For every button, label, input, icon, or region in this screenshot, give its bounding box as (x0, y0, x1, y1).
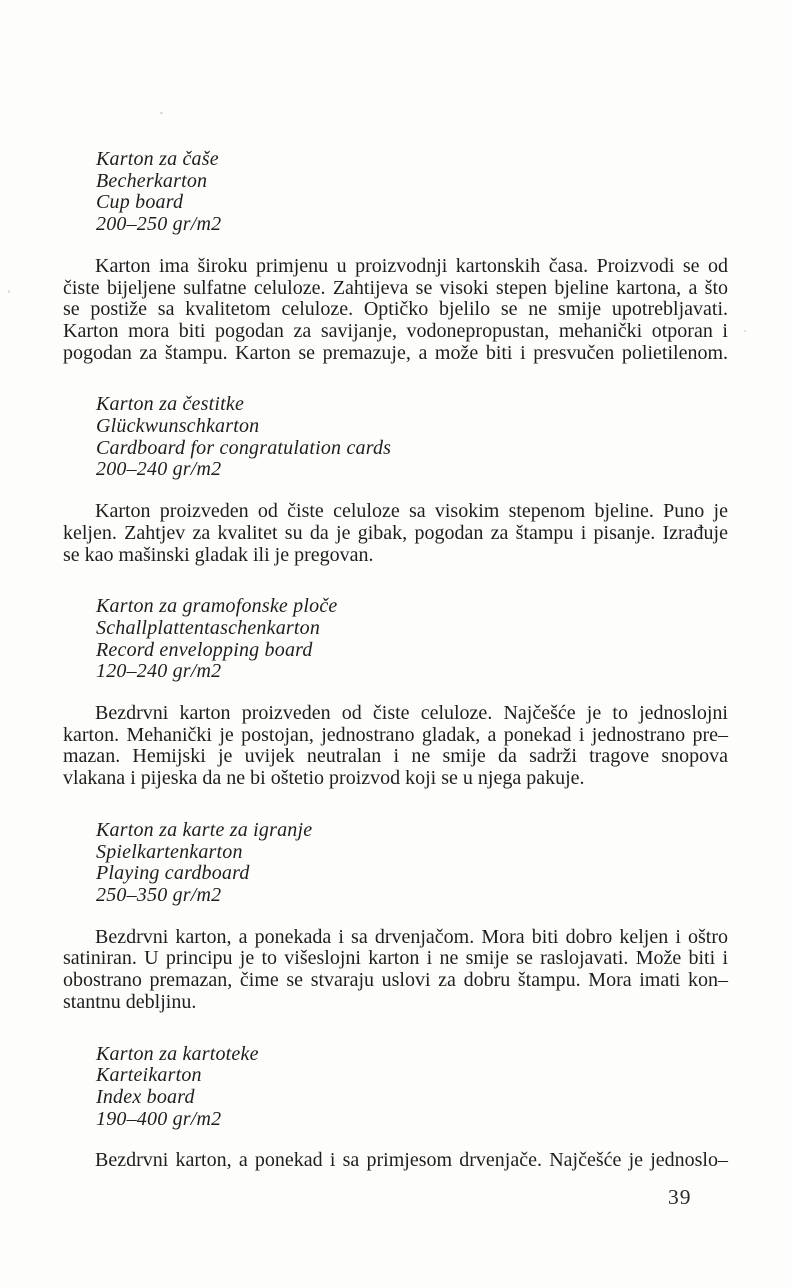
section-paragraph (63, 501, 728, 566)
paragraph-line: se kao mašinski gladak ili je pregovan. (63, 543, 374, 566)
paragraph-line: keljen. Zahtjev za kvalitet su da je gibak, pogodan za štampu i pisanje. Izrađuje (63, 521, 728, 544)
section-paragraph (63, 703, 728, 790)
heading-line-en: Record envelopping board (96, 638, 313, 661)
heading-line-grammage: 120–240 gr/m2 (96, 660, 222, 683)
section-heading (96, 149, 728, 236)
section-heading (96, 596, 728, 683)
section-heading (96, 394, 728, 481)
heading-line-grammage: 250–350 gr/m2 (96, 883, 222, 906)
paragraph-line: vlakana i pijeska da ne bi oštetio proizvod koji se u njega pakuje. (63, 767, 585, 790)
scan-speck (160, 112, 163, 114)
heading-line-bs: Karton za kartoteke (96, 1042, 259, 1065)
card-type-section (63, 596, 728, 790)
heading-line-grammage: 190–400 gr/m2 (96, 1107, 222, 1130)
section-heading (96, 820, 728, 907)
section-paragraph (63, 927, 728, 1014)
paragraph-line: čiste bijeljene sulfatne celuloze. Zahtijeva se visoki stepen bjeline kartona, a što (63, 276, 728, 299)
heading-line-en: Index board (96, 1085, 195, 1108)
scan-speck (8, 290, 10, 293)
heading-line-en: Playing cardboard (96, 862, 250, 885)
paragraph-line: Karton mora biti pogodan za savijanje, vodonepropustan, mehanički otporan i (63, 319, 728, 342)
heading-line-en: Cup board (96, 191, 184, 214)
paragraph-line: Bezdrvni karton, a ponekad i sa primjesom drvenjače. Najčešće je jednoslo– (95, 1149, 728, 1172)
page-number: 39 (668, 1185, 692, 1209)
card-type-section (63, 820, 728, 1014)
section-heading (96, 1044, 728, 1131)
heading-line-grammage: 200–240 gr/m2 (96, 458, 222, 481)
heading-line-de: Spielkartenkarton (96, 840, 243, 863)
heading-line-de: Schallplattentaschenkarton (96, 616, 321, 639)
paragraph-line: mazan. Hemijski je uvijek neutralan i ne smije da sadrži tragove snopova (63, 745, 728, 768)
heading-line-bs: Karton za karte za igranje (96, 818, 313, 841)
paragraph-line: Karton ima široku primjenu u proizvodnji kartonskih časa. Proizvodi se od (95, 254, 728, 277)
heading-line-de: Becherkarton (96, 169, 208, 192)
heading-line-de: Glückwunschkarton (96, 415, 260, 438)
paragraph-line: obostrano premazan, čime se stvaraju uslovi za dobru štampu. Mora imati kon– (63, 969, 728, 992)
heading-line-en: Cardboard for congratulation cards (96, 436, 392, 459)
heading-line-grammage: 200–250 gr/m2 (96, 213, 222, 236)
card-type-section (63, 149, 728, 364)
sections (63, 149, 728, 1202)
paragraph-line: karton. Mehanički je postojan, jednostrano gladak, a ponekad i jednostrano pre– (63, 723, 728, 746)
section-paragraph (63, 256, 728, 365)
paragraph-line: satiniran. U principu je to višeslojni karton i ne smije se raslojavati. Može biti i (63, 947, 728, 970)
paragraph-line: pogodan za štampu. Karton se premazuje, a može biti i presvučen polietilenom. (63, 341, 728, 364)
paragraph-line: se postiže sa kvalitetom celuloze. Optičko bjelilo se ne smije upotrebljavati. (63, 298, 728, 321)
scan-speck (744, 330, 746, 332)
heading-line-bs: Karton za čestitke (96, 393, 245, 416)
paragraph-line: Karton proizveden od čiste celuloze sa visokim stepenom bjeline. Puno je (95, 500, 728, 523)
card-type-section (63, 394, 728, 566)
paragraph-line: Bezdrvni karton, a ponekada i sa drvenjačom. Mora biti dobro keljen i oštro (95, 925, 728, 948)
heading-line-de: Karteikarton (96, 1064, 202, 1087)
heading-line-bs: Karton za gramofonske ploče (96, 595, 338, 618)
card-type-section (63, 1044, 728, 1173)
paragraph-line: stantnu debljinu. (63, 990, 197, 1013)
paragraph-line: Bezdrvni karton proizveden od čiste celuloze. Najčešće je to jednoslojni (95, 702, 728, 725)
heading-line-bs: Karton za čaše (96, 148, 219, 170)
section-paragraph (63, 1150, 728, 1172)
